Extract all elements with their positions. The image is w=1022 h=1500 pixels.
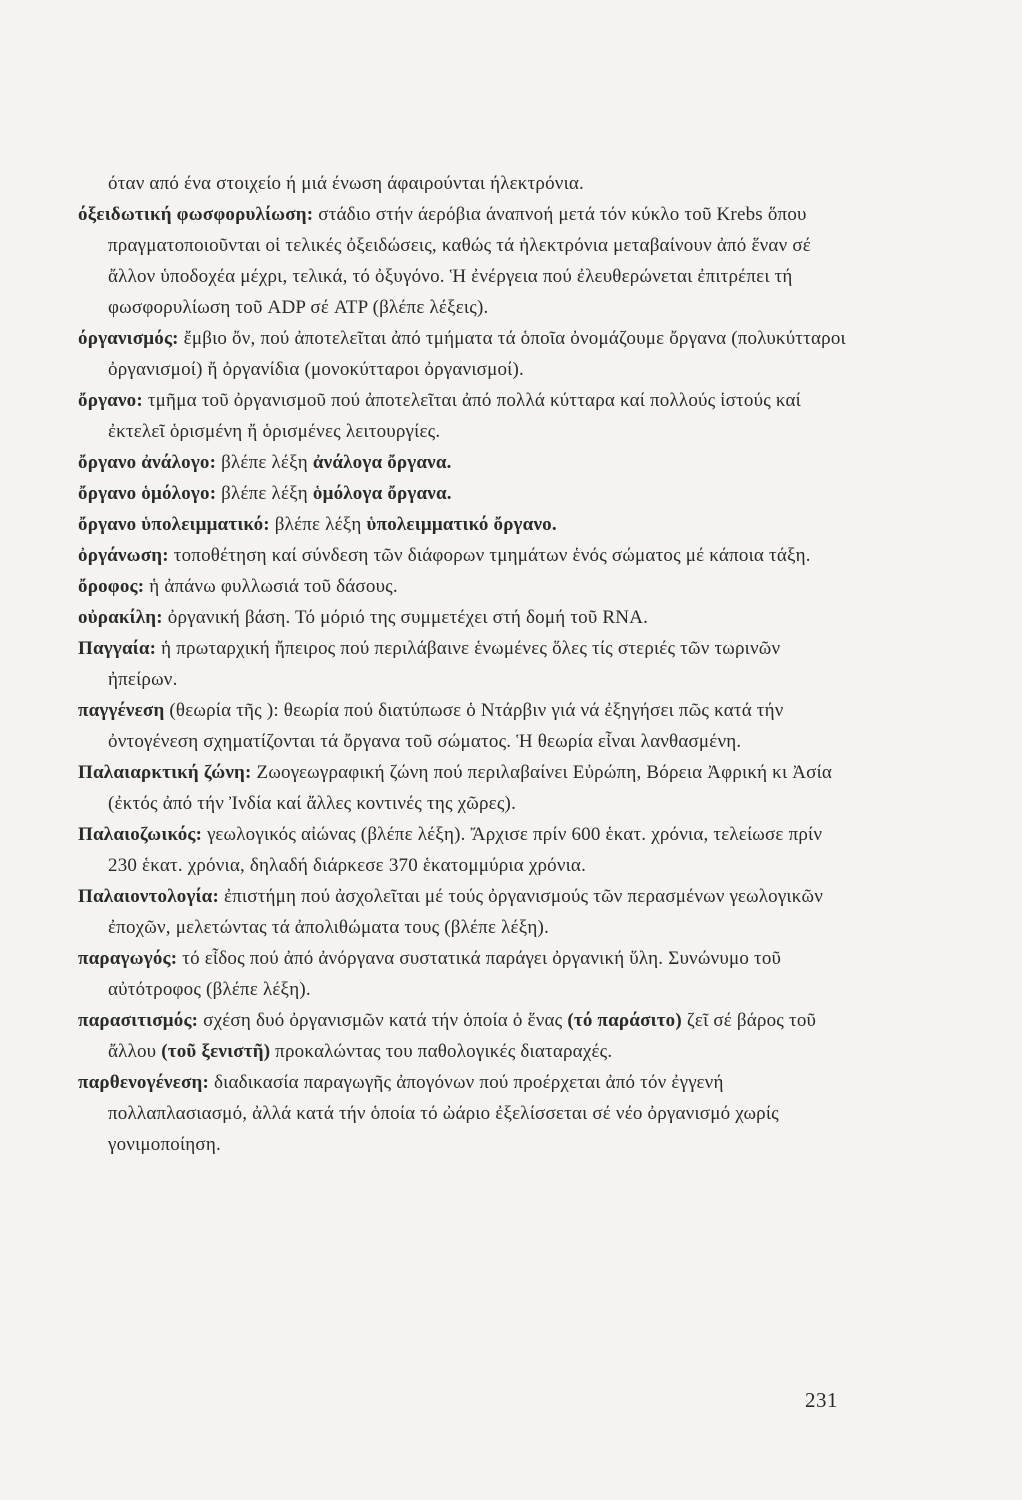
entry-term: ὄργανο ἀνάλογο:: [78, 452, 217, 473]
entry-bold-phrase: (τοῦ ξενιστῆ): [161, 1041, 271, 1062]
entry-term: ὄργανο ὑπολειμματικό:: [78, 514, 270, 535]
entry-text: όταν από ένα στοιχείο ή μιά ένωση άφαιρούνται ήλεκτρόνια.: [108, 173, 584, 194]
glossary-entry: [78, 199, 846, 323]
entry-term: ὄροφος:: [78, 576, 145, 597]
entry-text: τό εἶδος πού ἀπό ἀνόργανα συστατικά παράγει ὀργανική ὕλη. Συνώνυμο τοῦ αὐτότροφος (βλέπε λέξη).: [108, 948, 782, 1000]
glossary-entry: [78, 943, 846, 1005]
entry-term: Παλαιαρκτική ζώνη:: [78, 762, 252, 783]
entry-term: Παγγαία:: [78, 638, 157, 659]
entry-term: ὄργανο:: [78, 390, 143, 411]
entry-bold-phrase: (τό παράσιτο): [567, 1010, 682, 1031]
entry-term: παρασιτισμός:: [78, 1010, 199, 1031]
glossary-entry: [78, 323, 846, 385]
entry-term: Παλαιοζωικός:: [78, 824, 203, 845]
entry-cross-reference: ἀνάλογα ὄργανα.: [312, 452, 452, 473]
glossary-entry: [78, 602, 846, 633]
entry-text: βλέπε λέξη: [216, 452, 313, 473]
entry-text: (θεωρία τῆς ): θεωρία πού διατύπωσε ὁ Ντάρβιν γιά νά ἐξηγήσει πῶς κατά τήν ὀντογένεση σχηματίζονται τά ὄργανα τοῦ σώματος. Ἡ θεωρία εἶναι λανθασμένη.: [108, 700, 784, 752]
entry-text: ὀργανική βάση. Τό μόριό της συμμετέχει στή δομή τοῦ RNA.: [162, 607, 649, 628]
entry-term: όξειδωτική φωσφορυλίωση:: [78, 204, 314, 225]
entry-text: ζεῖ σέ βάρος τοῦ ἄλλου: [108, 1010, 817, 1062]
glossary-entry: [78, 757, 846, 819]
entry-text: βλέπε λέξη: [216, 483, 313, 504]
entry-text: σχέση δυό ὀργανισμῶν κατά τήν ὁποία ὁ ἕνας: [198, 1010, 568, 1031]
entry-term: ὀργάνωση:: [78, 545, 169, 566]
glossary-entry-continuation: [78, 168, 846, 199]
entry-term: Παλαιοντολογία:: [78, 886, 220, 907]
entry-text: τμῆμα τοῦ ὀργανισμοῦ πού ἀποτελεῖται ἀπό πολλά κύτταρα καί πολλούς ἱστούς καί ἐκτελεῖ ὁρισμένη ἤ ὁρισμένες λειτουργίες.: [108, 390, 801, 442]
entry-term: οὐρακίλη:: [78, 607, 163, 628]
entry-cross-reference: ὑπολειμματικό ὄργανο.: [366, 514, 557, 535]
glossary-entry: [78, 571, 846, 602]
glossary-entry: [78, 385, 846, 447]
entry-text: ἡ πρωταρχική ἤπειρος πού περιλάβαινε ἑνωμένες ὅλες τίς στεριές τῶν τωρινῶν ἠπείρων.: [108, 638, 781, 690]
glossary-entry: [78, 478, 846, 509]
entry-text: Ζωογεωγραφική ζώνη πού περιλαβαίνει Εὐρώπη, Βόρεια Ἀφρική κι Ἀσία (ἐκτός ἀπό τήν Ἰνδία καί ἄλλες κοντινές της χῶρες).: [108, 762, 833, 814]
entry-term: ὄργανο ὁμόλογο:: [78, 483, 217, 504]
entry-term: όργανισμός:: [78, 328, 179, 349]
entry-text: ἡ ἀπάνω φυλλωσιά τοῦ δάσους.: [144, 576, 398, 597]
glossary-entry: [78, 881, 846, 943]
entry-text: βλέπε λέξη: [269, 514, 367, 535]
page-number: 231: [805, 1388, 838, 1412]
glossary-entry: [78, 633, 846, 695]
glossary-entry: [78, 509, 846, 540]
glossary-entry: [78, 695, 846, 757]
entry-text: γεωλογικός αἰώνας (βλέπε λέξη). Ἄρχισε πρίν 600 ἑκατ. χρόνια, τελείωσε πρίν 230 ἑκατ. χρόνια, δηλαδή διάρκεσε 370 ἑκατομμύρια χρόνια.: [108, 824, 823, 876]
glossary-entry: [78, 1067, 846, 1160]
entry-cross-reference: ὁμόλογα ὄργανα.: [312, 483, 452, 504]
entry-term: παραγωγός:: [78, 948, 178, 969]
glossary-entry: [78, 819, 846, 881]
entry-text: ἐπιστήμη πού ἀσχολεῖται μέ τούς ὀργανισμούς τῶν περασμένων γεωλογικῶν ἐποχῶν, μελετώντας τά ἀπολιθώματα τους (βλέπε λέξη).: [108, 886, 824, 938]
glossary-text: [78, 168, 846, 1160]
entry-text: στάδιο στήν άερόβια άναπνοή μετά τόν κύκλο τοῦ Krebs ὅπου πραγματοποιοῦνται οἱ τελικές ὀξειδώσεις, καθώς τά ἠλεκτρόνια μεταβαίνουν ἀπό ἕναν σέ ἄλλον ὑποδοχέα μέχρι, τελικά, τό ὀξυγόνο. Ἡ ἐνέργεια πού ἐλευθερώνεται ἐπιτρέπει τή φωσφορυλίωση τοῦ ADP σέ ATP (βλέπε λέξεις).: [108, 204, 811, 318]
glossary-entry: [78, 1005, 846, 1067]
entry-text: ἔμβιο ὄν, πού ἀποτελεῖται ἀπό τμήματα τά ὁποῖα ὀνομάζουμε ὄργανα (πολυκύτταροι ὀργανισμοί) ἤ ὀργανίδια (μονοκύτταροι ὀργανισμοί).: [108, 328, 846, 380]
entry-text: διαδικασία παραγωγῆς ἀπογόνων πού προέρχεται ἀπό τόν ἐγγενή πολλαπλασιασμό, ἀλλά κατά τήν ὁποία τό ὠάριο ἐξελίσσεται σέ νέο ὀργανισμό χωρίς γονιμοποίηση.: [108, 1072, 779, 1155]
glossary-entry: [78, 540, 846, 571]
entry-term: παρθενογένεση:: [78, 1072, 210, 1093]
entry-text: τοποθέτηση καί σύνδεση τῶν διάφορων τμημάτων ἑνός σώματος μέ κάποια τάξη.: [168, 545, 811, 566]
entry-text: προκαλώντας του παθολογικές διαταραχές.: [270, 1041, 613, 1062]
glossary-entry: [78, 447, 846, 478]
entry-term: παγγένεση: [78, 700, 165, 721]
